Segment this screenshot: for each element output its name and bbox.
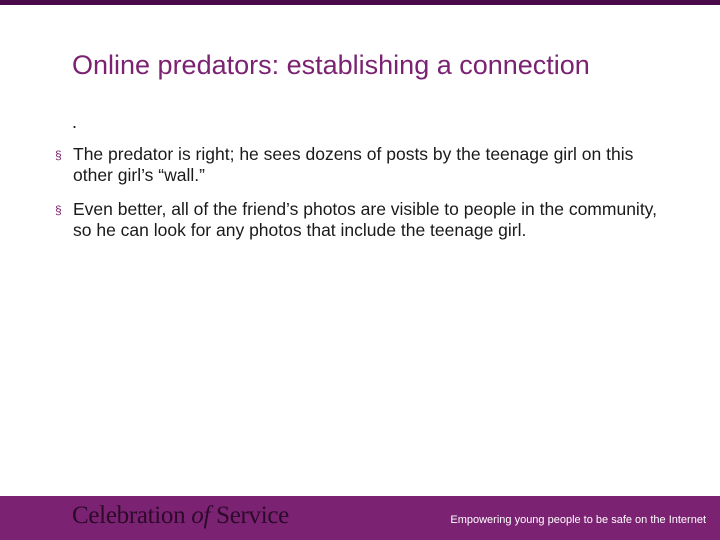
brand-logo [72,502,289,530]
bullet-marker-icon: § [55,148,62,162]
bullet-item [52,144,662,186]
bullet-marker-icon: § [55,203,62,217]
top-rule [0,0,720,5]
bullet-list [52,144,662,254]
brand-word-1: Celebration [72,502,192,529]
stray-mark: . [72,112,78,132]
footer-bar [0,496,720,540]
footer-tagline: Empowering young people to be safe on the Internet [450,514,706,526]
brand-word-of: of [191,502,211,529]
slide-title: Online predators: establishing a connection [72,50,590,80]
bullet-text: The predator is right; he sees dozens of posts by the teenage girl on this other girl’s “wall.” [73,144,634,185]
bullet-item [52,199,662,241]
brand-word-2: Service [210,502,289,529]
bullet-text: Even better, all of the friend’s photos are visible to people in the community, so he can look for any photos that include the teenage girl. [73,199,657,240]
